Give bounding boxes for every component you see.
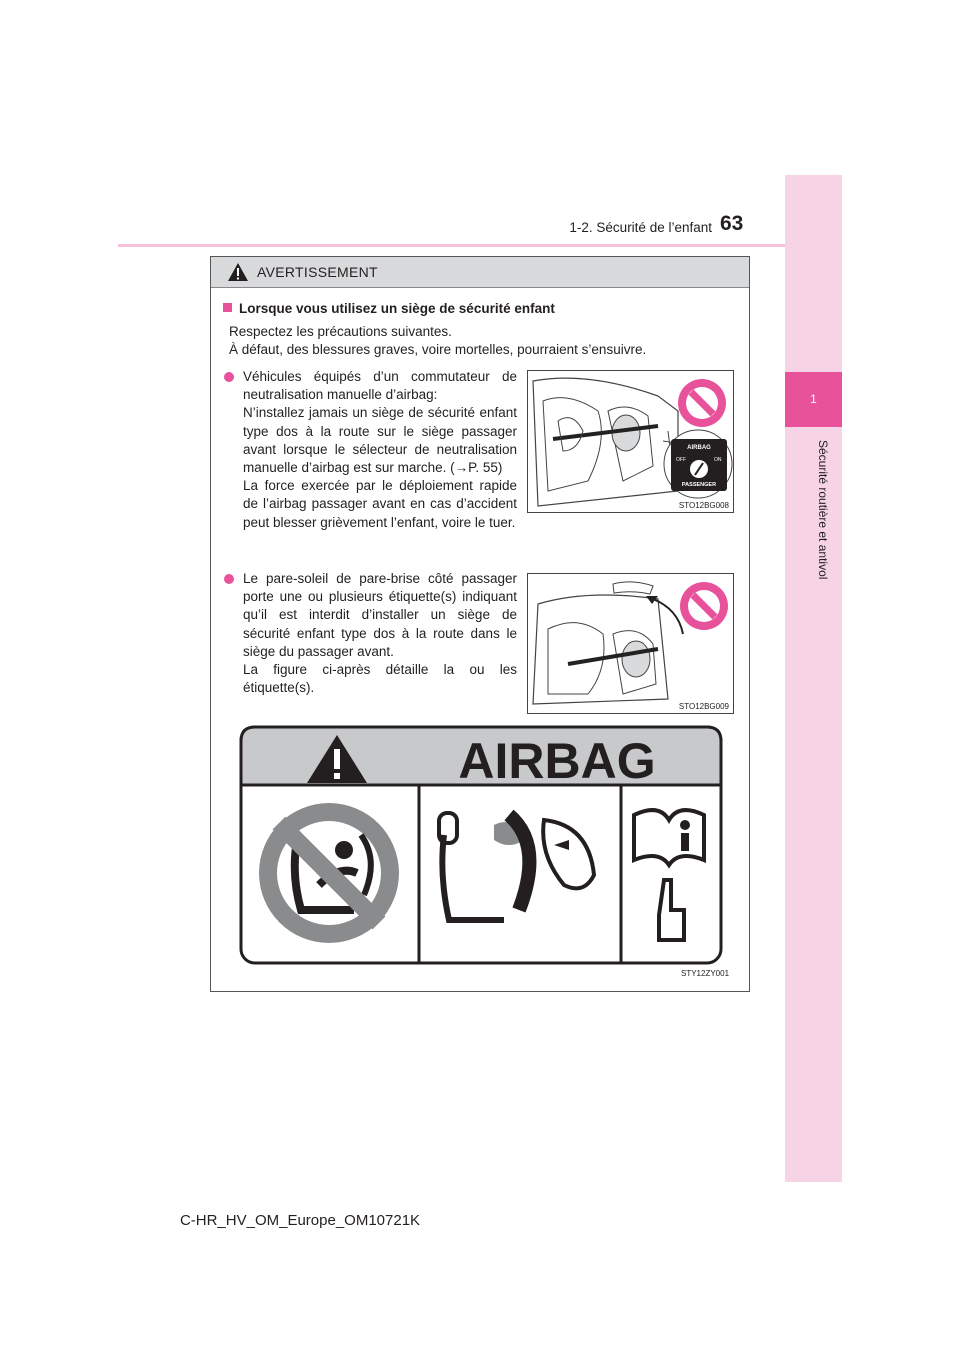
bullet-dot-icon — [224, 372, 234, 382]
bullet-text: Le pare-soleil de pare-brise côté passager porte une ou plusieurs étiquette(s) indiquant qu’il est interdit d’installer un siège de sécurité enfant type dos à la route dans le siège du passager avant. La figure ci-après détaille la ou les étiquette(s). — [243, 571, 517, 696]
switch-passenger-label: PASSENGER — [681, 482, 717, 488]
switch-on-label: ON — [714, 457, 722, 463]
warning-triangle-icon — [227, 262, 249, 282]
chapter-number-tab[interactable]: 1 — [785, 372, 842, 427]
bullet-item — [224, 570, 517, 697]
warning-intro: Respectez les précautions suivantes. À défaut, des blessures graves, voire mortelles, pourraient s’ensuivre. — [229, 324, 647, 357]
airbag-label-illustration — [239, 725, 723, 965]
chapter-label: Sécurité routière et antivol — [816, 440, 830, 580]
figure-sun-visor — [527, 573, 734, 714]
car-interior-illustration — [528, 371, 733, 512]
switch-off-label: OFF — [676, 457, 686, 463]
switch-airbag-label: AIRBAG — [687, 445, 711, 451]
square-bullet-icon — [223, 303, 232, 312]
bullet-dot-icon — [224, 574, 234, 584]
label-airbag-title: AIRBAG — [458, 733, 656, 789]
warning-title: AVERTISSEMENT — [257, 264, 378, 280]
bullet-item — [224, 368, 517, 532]
airbag-warning-label — [239, 725, 723, 965]
figure-airbag-switch — [527, 370, 734, 513]
section-title: 1-2. Sécurité de l’enfant — [569, 220, 712, 235]
bullet-text: Véhicules équipés d’un commutateur de neutralisation manuelle d’airbag: N’installez jamais un siège de sécurité enfant type dos à la route sur le siège passager avant lorsque le sélecteur de neutralisation manuelle d’airbag est sur marche. (→P. 55) La force exercée par le déploiement rapide de l’airbag passager avant en cas d’accident peut blesser grièvement l’enfant, voire le tuer. — [243, 369, 517, 530]
chapter-side-tab — [785, 175, 842, 1182]
page-number: 63 — [720, 212, 744, 235]
figure-code: STO12BG009 — [678, 702, 729, 711]
footer-document-id: C-HR_HV_OM_Europe_OM10721K — [179, 1212, 421, 1229]
warning-header — [211, 257, 749, 288]
figure-code: STO12BG008 — [678, 501, 729, 510]
warning-heading-text: Lorsque vous utilisez un siège de sécurité enfant — [239, 301, 555, 316]
sun-visor-illustration — [528, 574, 733, 713]
header-rule — [118, 244, 785, 247]
warning-box — [210, 256, 750, 992]
label-figure-code: STY12ZY001 — [681, 969, 730, 978]
warning-heading — [215, 301, 555, 316]
